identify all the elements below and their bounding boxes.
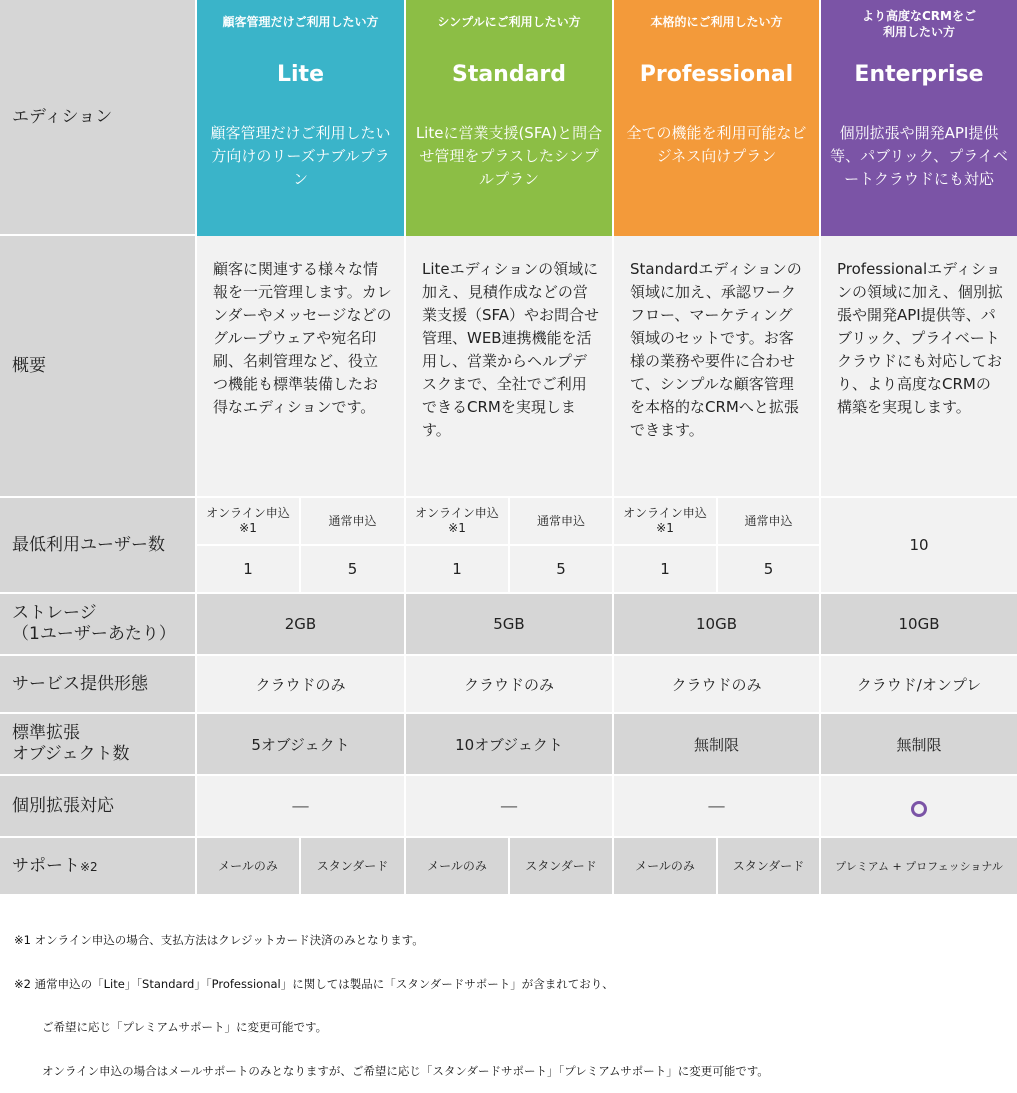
row-label-text: 個別拡張対応 bbox=[12, 795, 114, 816]
plan-header-standard bbox=[406, 0, 614, 236]
row-label-text bbox=[12, 723, 129, 765]
support-standard-online: メールのみ bbox=[406, 838, 510, 896]
footnote-2-line3: オンライン申込の場合はメールサポートのみとなりますが、ご希望に応じ「スタンダードサポート」「プレミアムサポート」に変更可能です。 bbox=[42, 1063, 769, 1078]
online-apply-header bbox=[406, 498, 510, 546]
online-apply-label: オンライン申込 bbox=[206, 506, 290, 520]
footnote-2-line1: ※2 通常申込の「Lite」「Standard」「Professional」に関しては製品に「スタンダードサポート」が含まれており、 bbox=[14, 976, 614, 991]
min-users-enterprise: 10 bbox=[821, 498, 1017, 594]
row-label-storage bbox=[0, 594, 197, 656]
storage-label-line2: （1ユーザーあたり） bbox=[12, 624, 176, 644]
footnote-2-line2: ご希望に応じ「プレミアムサポート」に変更可能です。 bbox=[42, 1020, 328, 1034]
plan-name: Professional bbox=[639, 62, 794, 87]
min-users-normal: 5 bbox=[301, 546, 406, 594]
min-users-normal: 5 bbox=[510, 546, 614, 594]
min-users-online: 1 bbox=[614, 546, 718, 594]
overview-enterprise: Professionalエディションの領域に加え、個別拡張や開発API提供等、パブリック、プライベートクラウドにも対応しており、より高度なCRMの構築を実現します。 bbox=[821, 236, 1017, 498]
objects-lite: 5オブジェクト bbox=[197, 714, 406, 776]
objects-enterprise: 無制限 bbox=[821, 714, 1017, 776]
plan-name: Enterprise bbox=[854, 62, 984, 87]
custom-professional bbox=[614, 776, 821, 838]
overview-professional: Standardエディションの領域に加え、承認ワークフロー、マーケティング領域のセットです。お客様の業務や要件に合わせて、シンプルな顧客管理を本格的なCRMへと拡張できます。 bbox=[614, 236, 821, 498]
footnotes bbox=[14, 904, 769, 1093]
row-label-custom bbox=[0, 776, 197, 838]
online-apply-header bbox=[614, 498, 718, 546]
row-label-text bbox=[12, 856, 98, 877]
row-label-text: 概要 bbox=[12, 355, 46, 376]
service-professional: クラウドのみ bbox=[614, 656, 821, 714]
row-label-min-users bbox=[0, 498, 197, 594]
online-apply-label: オンライン申込 bbox=[623, 506, 707, 520]
dash-mark: — bbox=[291, 795, 310, 817]
row-label-overview bbox=[0, 236, 197, 498]
overview-lite: 顧客に関連する様々な情報を一元管理します。カレンダーやメッセージなどのグループウェアや宛名印刷、名刺管理など、役立つ機能も標準装備したお得なエディションです。 bbox=[197, 236, 406, 498]
row-label-text bbox=[12, 603, 176, 645]
custom-enterprise bbox=[821, 776, 1017, 838]
circle-icon bbox=[911, 801, 927, 817]
plan-description: 全ての機能を利用可能なビジネス向けプラン bbox=[626, 124, 807, 165]
row-label-text: エディション bbox=[12, 106, 113, 127]
plan-tag: シンプルにご利用したい方 bbox=[437, 15, 581, 29]
overview-standard: Liteエディションの領域に加え、見積作成などの営業支援（SFA）やお問合せ管理、WEB連携機能を活用し、営業からヘルプデスクまで、全社でご利用できるCRMを実現します。 bbox=[406, 236, 614, 498]
storage-enterprise: 10GB bbox=[821, 594, 1017, 656]
online-apply-label: オンライン申込 bbox=[415, 506, 499, 520]
storage-lite: 2GB bbox=[197, 594, 406, 656]
row-label-support bbox=[0, 838, 197, 896]
plan-description: 個別拡張や開発API提供等、パブリック、プライベートクラウドにも対応 bbox=[830, 124, 1008, 188]
objects-label-line1: 標準拡張 bbox=[12, 723, 80, 743]
dash-mark: — bbox=[500, 795, 518, 817]
support-lite-normal: スタンダード bbox=[301, 838, 406, 896]
min-users-normal: 5 bbox=[718, 546, 821, 594]
footnote-mark: ※1 bbox=[656, 521, 674, 535]
footnote-1: ※1 オンライン申込の場合、支払方法はクレジットカード決済のみとなります。 bbox=[14, 933, 424, 947]
row-label-text: サービス提供形態 bbox=[12, 673, 148, 694]
plan-name: Lite bbox=[277, 62, 324, 87]
plan-header-lite bbox=[197, 0, 406, 236]
storage-label-line1: ストレージ bbox=[12, 603, 97, 623]
dash-mark: — bbox=[707, 795, 726, 817]
normal-apply-header: 通常申込 bbox=[301, 498, 406, 546]
row-label-edition bbox=[0, 0, 197, 236]
online-apply-header bbox=[197, 498, 301, 546]
support-enterprise: プレミアム + プロフェッショナル bbox=[821, 838, 1017, 896]
service-lite: クラウドのみ bbox=[197, 656, 406, 714]
support-footnote-mark: ※2 bbox=[80, 859, 98, 874]
row-label-objects bbox=[0, 714, 197, 776]
plan-header-enterprise bbox=[821, 0, 1017, 236]
support-professional-normal: スタンダード bbox=[718, 838, 821, 896]
plan-description: 顧客管理だけご利用したい方向けのリーズナブルプラン bbox=[210, 124, 391, 188]
storage-standard: 5GB bbox=[406, 594, 614, 656]
support-label: サポート bbox=[12, 855, 80, 876]
plan-tag: 顧客管理だけご利用したい方 bbox=[222, 15, 379, 29]
storage-professional: 10GB bbox=[614, 594, 821, 656]
row-label-text: 最低利用ユーザー数 bbox=[12, 534, 165, 555]
row-label-service bbox=[0, 656, 197, 714]
min-users-online: 1 bbox=[406, 546, 510, 594]
plan-name: Standard bbox=[451, 62, 567, 87]
custom-lite bbox=[197, 776, 406, 838]
custom-standard bbox=[406, 776, 614, 838]
support-lite-online: メールのみ bbox=[197, 838, 301, 896]
support-standard-normal: スタンダード bbox=[510, 838, 614, 896]
normal-apply-header: 通常申込 bbox=[510, 498, 614, 546]
objects-professional: 無制限 bbox=[614, 714, 821, 776]
service-enterprise: クラウド/オンプレ bbox=[821, 656, 1017, 714]
support-professional-online: メールのみ bbox=[614, 838, 718, 896]
plan-tag: 本格的にご利用したい方 bbox=[650, 15, 783, 29]
plan-description: Liteに営業支援(SFA)と問合せ管理をプラスしたシンプルプラン bbox=[415, 124, 603, 188]
plan-tag: より高度なCRMをご利用したい方 bbox=[862, 9, 976, 39]
min-users-online: 1 bbox=[197, 546, 301, 594]
normal-apply-header: 通常申込 bbox=[718, 498, 821, 546]
plan-header-professional bbox=[614, 0, 821, 236]
footnote-mark: ※1 bbox=[448, 521, 466, 535]
objects-standard: 10オブジェクト bbox=[406, 714, 614, 776]
footnote-mark: ※1 bbox=[239, 521, 257, 535]
objects-label-line2: オブジェクト数 bbox=[12, 744, 130, 764]
service-standard: クラウドのみ bbox=[406, 656, 614, 714]
